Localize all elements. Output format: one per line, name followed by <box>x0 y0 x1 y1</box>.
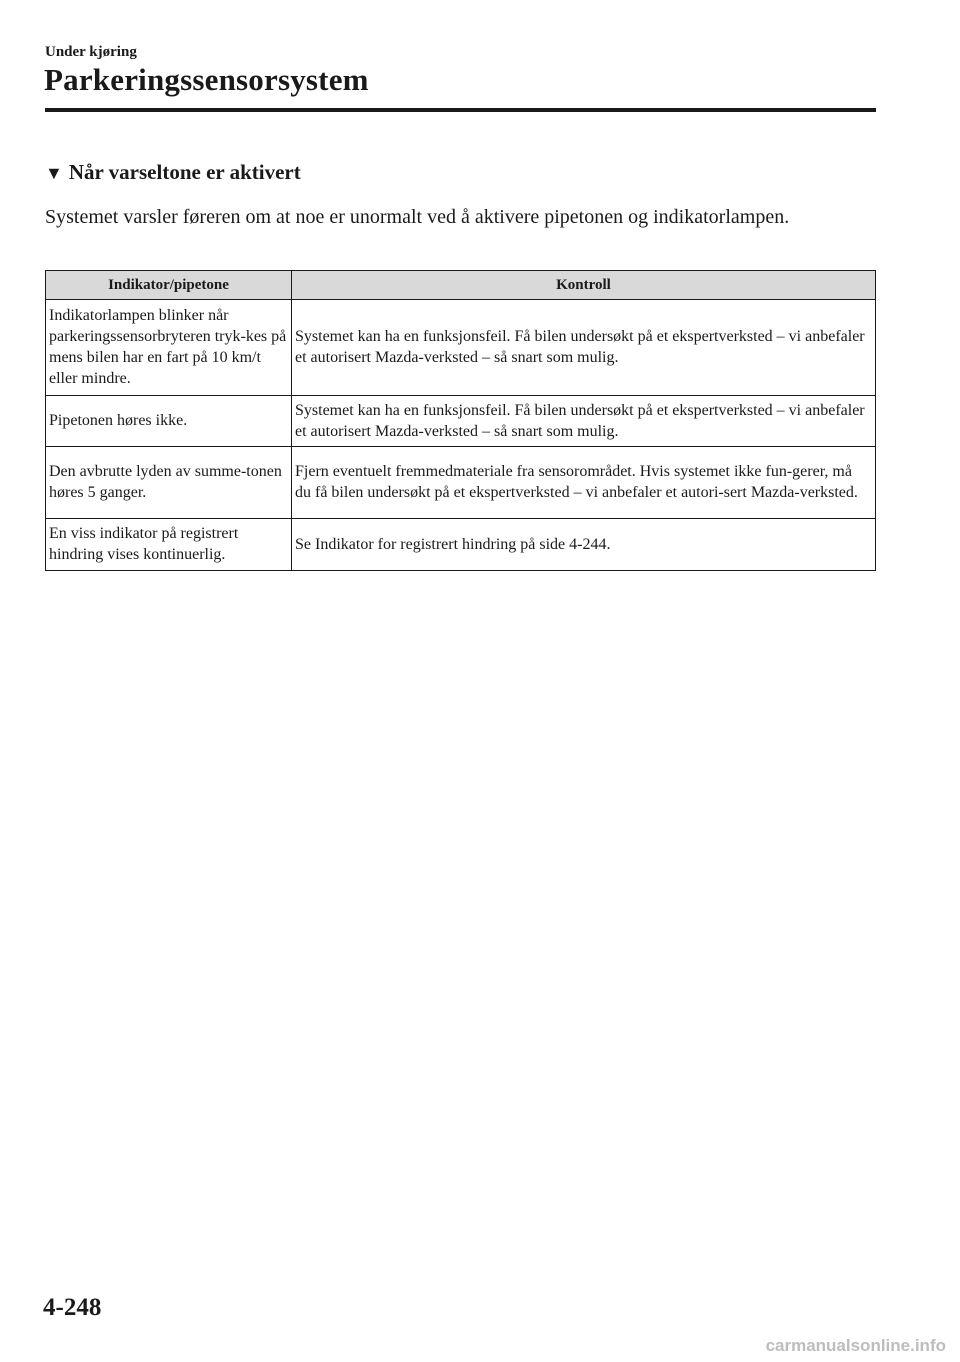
control-cell: Systemet kan ha en funksjonsfeil. Få bilen undersøkt på et ekspertverksted – vi anbefaler et autorisert Mazda-verksted – så snart som mulig. <box>292 300 876 396</box>
table-header-row <box>46 271 876 300</box>
control-cell: Systemet kan ha en funksjonsfeil. Få bilen undersøkt på et ekspertverksted – vi anbefaler et autorisert Mazda-verksted – så snart som mulig. <box>292 396 876 447</box>
indicator-cell: Indikatorlampen blinker når parkeringssensorbryteren tryk-kes på mens bilen har en fart på 10 km/t eller mindre. <box>46 300 292 396</box>
table-row <box>46 396 876 447</box>
table-row <box>46 519 876 571</box>
section-heading <box>45 160 301 185</box>
page-number: 4-248 <box>43 1294 102 1321</box>
title-divider <box>45 108 876 112</box>
indicator-cell: Den avbrutte lyden av summe-tonen høres 5 ganger. <box>46 447 292 519</box>
table-row <box>46 447 876 519</box>
indicator-cell: En viss indikator på registrert hindring vises kontinuerlig. <box>46 519 292 571</box>
control-cell: Fjern eventuelt fremmedmateriale fra sensorområdet. Hvis systemet ikke fun-gerer, må du få bilen undersøkt på et ekspertverksted – vi anbefaler et autori-sert Mazda-verksted. <box>292 447 876 519</box>
triangle-marker-icon: ▼ <box>45 163 63 183</box>
indicator-cell: Pipetonen høres ikke. <box>46 396 292 447</box>
page-title: Parkeringssensorsystem <box>44 62 369 97</box>
chapter-label: Under kjøring <box>45 44 137 60</box>
column-header-control: Kontroll <box>292 271 876 300</box>
control-cell: Se Indikator for registrert hindring på side 4-244. <box>292 519 876 571</box>
column-header-indicator: Indikator/pipetone <box>46 271 292 300</box>
watermark-text: carmanualsonline.info <box>765 1336 946 1355</box>
table-row <box>46 300 876 396</box>
intro-paragraph: Systemet varsler føreren om at noe er unormalt ved å aktivere pipetonen og indikatorlampen. <box>45 206 790 228</box>
warning-table <box>45 270 876 571</box>
section-heading-text: Når varseltone er aktivert <box>68 160 301 184</box>
